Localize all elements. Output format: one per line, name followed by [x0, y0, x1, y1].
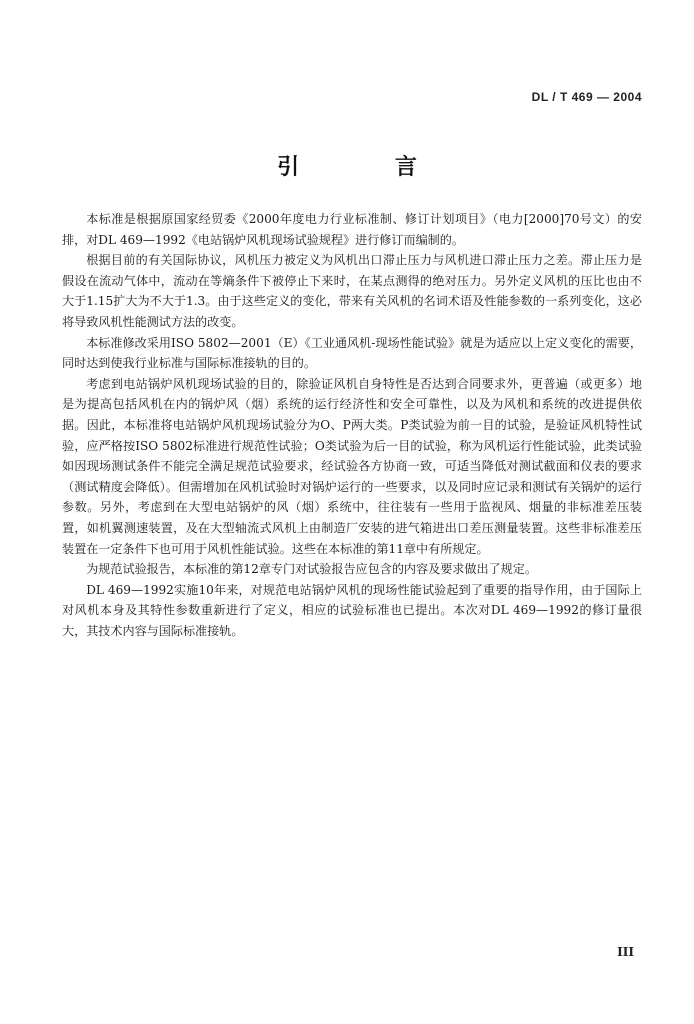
paragraph-5: 为规范试验报告，本标准的第12章专门对试验报告应包含的内容及要求做出了规定。 — [86, 562, 537, 577]
paragraph-6: DL 469—1992实施10年来，对规范电站锅炉风机的现场性能试验起到了重要的指导作用，由于国际上对风机本身及其特性参数重新进行了定义，相应的试验标准也已提出。本次对DL 469—1992的修订量很大，其技术内容与国际标准接轨。 — [62, 582, 642, 638]
paragraph-1: 本标准是根据原国家经贸委《2000年度电力行业标准制、修订计划项目》（电力[2000]70号文）的安排，对DL 469—1992《电站锅炉风机现场试验规程》进行修订而编制的。 — [62, 212, 642, 247]
standard-number-header: DL / T 469 — 2004 — [531, 90, 642, 104]
page-title: 引 言 — [277, 154, 461, 180]
paragraph-4: 考虑到电站锅炉风机现场试验的目的，除验证风机自身特性是否达到合同要求外，更普遍（或更多）地是为提高包括风机在内的锅炉风（烟）系统的运行经济性和安全可靠性，以及为风机和系统的改进提供依据。因此，本标准将电站锅炉风机现场试验分为O、P两大类。P类试验为前一目的试验，是验证风机特性试验，应严格按ISO 5802标准进行规范性试验；O类试验为后一目的试验，称为风机运行性能试验，此类试验如因现场测试条件不能完全满足规范试验要求，经试验各方协商一致，可适当降低对测试截面和仪表的要求（测试精度会降低）。但需增加在风机试验时对锅炉运行的一些要求，以及同时应记录和测试有关锅炉的运行参数。另外，考虑到在大型电站锅炉的风（烟）系统中，往往装有一些用于监视风、烟量的非标准差压装置，如机翼测速装置，及在大型轴流式风机上由制造厂安装的进气箱进出口差压测量装置。这些非标准差压装置在一定条件下也可用于风机性能试验。这些在本标准的第11章中有所规定。 — [62, 376, 642, 556]
paragraph-2: 根据目前的有关国际协议，风机压力被定义为风机出口滞止压力与风机进口滞止压力之差。滞止压力是假设在流动气体中，流动在等熵条件下被停止下来时，在某点测得的绝对压力。另外定义风机的压比也由不大于1.15扩大为不大于1.3。由于这些定义的变化，带来有关风机的名词术语及性能参数的一系列变化，这必将导致风机性能测试方法的改变。 — [62, 253, 642, 329]
page-number: III — [617, 945, 634, 959]
paragraph-3: 本标准修改采用ISO 5802—2001（E）《工业通风机-现场性能试验》就是为适应以上定义变化的需要，同时达到使我行业标准与国际标准接轨的目的。 — [62, 335, 642, 371]
body-text — [62, 209, 642, 641]
